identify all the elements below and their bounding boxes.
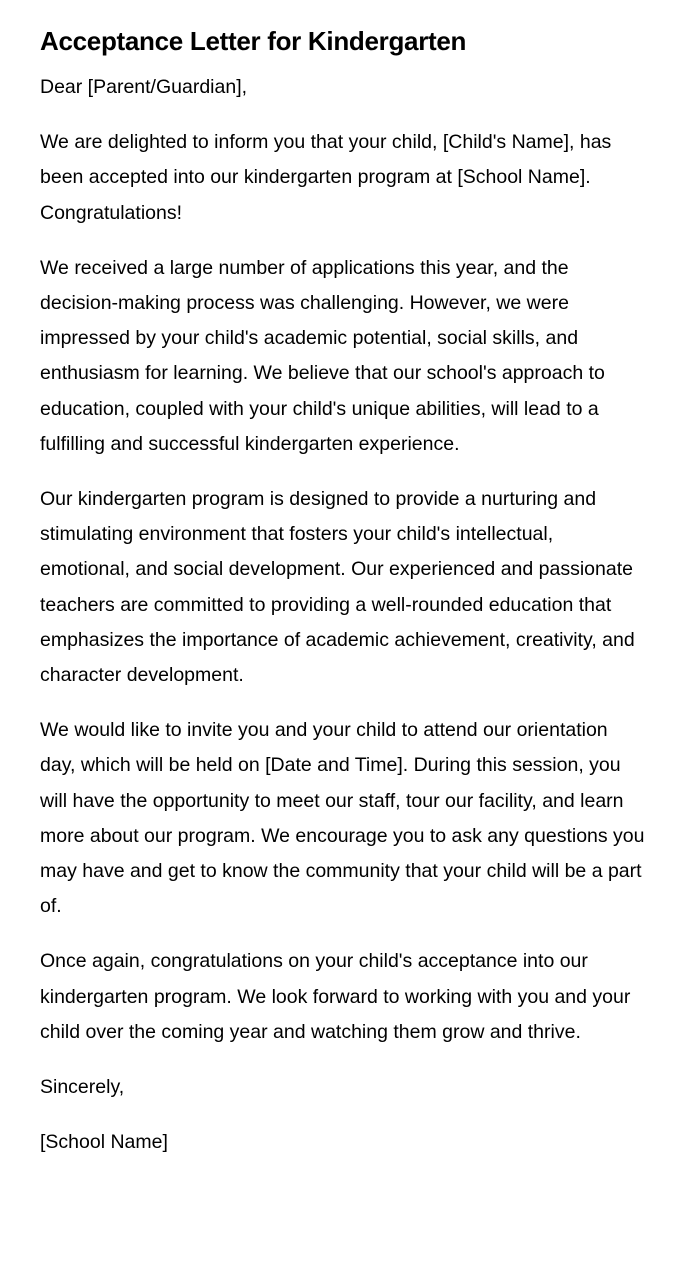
paragraph-closing: Once again, congratulations on your child's acceptance into our kindergarten program. We look forward to working with you and your child over the coming year and watching them grow and thrive. — [40, 950, 631, 1043]
document-title: Acceptance Letter for Kindergarten — [40, 26, 467, 56]
paragraph-program: Our kindergarten program is designed to provide a nurturing and stimulating environment that fosters your child's intellectual, emotional, and social development. Our experienced and passionate teachers are committed to providing a well-rounded education that emphasizes the importance of academic achievement, creativity, and character development. — [40, 488, 635, 687]
signature-school-name: [School Name] — [40, 1131, 168, 1154]
salutation: Dear [Parent/Guardian], — [40, 76, 248, 98]
sign-off: Sincerely, — [40, 1076, 125, 1099]
paragraph-orientation: We would like to invite you and your child to attend our orientation day, which will be held on [Date and Time]. During this session, you will have the opportunity to meet our staff, tour our facility, and learn more about our program. We encourage you to ask any questions you may have and get to know the community that your child will be a part of. — [40, 719, 645, 918]
paragraph-selection: We received a large number of applications this year, and the decision-making process was challenging. However, we were impressed by your child's academic potential, social skills, and enthusiasm for learning. We believe that our school's approach to education, coupled with your child's unique abilities, will lead to a fulfilling and successful kindergarten experience. — [40, 256, 605, 455]
paragraph-acceptance: We are delighted to inform you that your child, [Child's Name], has been accepted into our kindergarten program at [School Name]. Congratulations! — [40, 131, 612, 224]
